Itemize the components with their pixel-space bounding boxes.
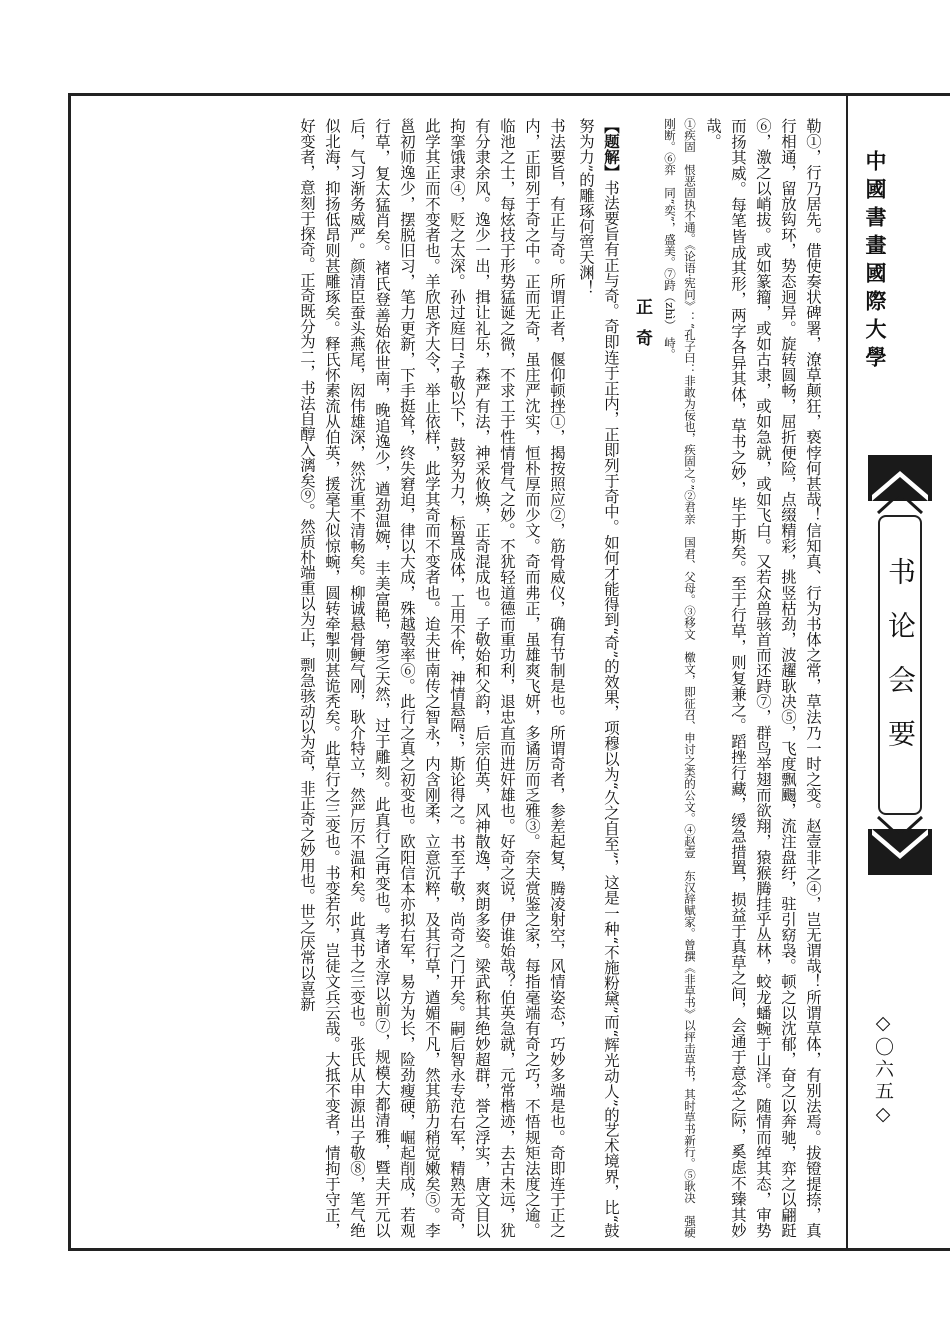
- body-text-area: [95, 118, 825, 1238]
- cartouche-top-ornament-icon: [868, 455, 932, 515]
- page-number: ◇〇六五◇: [872, 1012, 894, 1128]
- running-head: 中國書畫國際大學: [863, 150, 888, 374]
- book-title-cartouche: [868, 455, 932, 875]
- margin-rule: [846, 96, 848, 1248]
- main-paragraph: 书法要旨，有正与奇。所谓正者，偃仰顿挫①，揭按照应②，筋骨威仪，确有节制是也。所谓奇者，参差起复，腾凌射空，风情姿态，巧妙多端是也。奇即连于正之内，正即列于奇之中。正而无奇，虽庄严沈实，恒朴厚而少文。奇而弗正，虽雄爽飞妍，多谲厉而乏雅③。奈夫赏鉴之家，每指毫端有奇之巧，不悟规矩法度之逾。临池之士，每炫技于形势猛诞之微，不求工于性情骨气之妙。不犹轻道德而重功利，退忠直而进奸雄也。好奇之说，伊谁始哉？伯英急就，元常楷迹，去古未远，犹有分隶余风。逸少一出，揖让礼乐，森严有法，神采攸焕，正奇混成也。子敬始和父韵，后宗伯英，风神散逸，爽朗多姿。梁武称其绝妙超群，誉之浮实，唐文目以拘挛饿隶④，贬之太深。孙过庭曰“子敬以下，鼓努为力，标置成体，工用不侔，神情悬隔”，斯论得之。书至子敬，尚奇之门开矣。嗣后智永专范右军，精熟无奇，此学其正而不变者也。羊欣思齐大令，举止依样，此学其奇而不变者也。迨夫世南传之智永，内含刚柔，立意沉粹，及其行草，遒媚不凡，然其筋力稍觉嫩矣⑤。李邕初师逸少，摆脱旧习，笔力更新，下手挺耸，终失窘迫，律以大成，殊越彀率⑥。此行之真之初变也。欧阳信本亦拟右军，易方为长，险劲瘦硬，崛起削成，若观行草，复太猛肖矣。褚氏登善始依世南，晚追逸少，遒劲温婉，丰美富艳，第乏天然，过于雕刻。此真行之再变也。考诸永淳以前⑦，规模大都清雅，暨夫开元以后，气习渐务威严。颜清臣蚕头燕尾，闳伟雄深，然沈重不清畅矣。柳诚悬骨鲠气刚，耿介特立，然严厉不温和矣。此真书之三变也。张氏从申源出子敬⑧，笔气绝似北海，抑扬低昂则甚雕琢矣。释氏怀素流从伯英，援毫大似惊蜿，圆转牵掣则甚诡秃矣。此草行之三变也。书变若尔，岂徒文兵云哉。大抵不变者，情拘于守正，好变者，意刻于探奇。正奇既分为二，书法自醇入漓矣⑨。然质朴端重以为正，剽急骇动以为奇，非正奇之妙用也。世之厌常以喜新: [298, 118, 566, 1238]
- explanation-label: 【题解】: [602, 118, 620, 180]
- continued-paragraph: 勒①，行乃居先。借使奏状碑署，潦草颠狂，亵悖何甚哉！信知真、行为书体之常，草法乃一时之变。赵壹非之④，岂无谓哉！所谓草体，有别法焉。拔镫提捺，真行相通，留放钩环，势态迥异。旋转圆畅，屈折便险，点缀精彩，挑竖枯劲，波趯耿决⑤，飞度飘颺，流注盘纡，驻引窈袅。顿之以沈郁，奋之以奔驰，弈之以翩跹⑥，激之以峭拔。或如篆籀，或如古隶，或如急就，或如飞白。又若众兽骇首而还跱⑦，群鸟举翅而欲翔，猿猴腾挂乎丛林，蛟龙蟠蜿于山泽。随情而绰其态，审势而扬其威。每笔皆成其形，两字各异其体，草书之妙，毕于斯矣。至于行草，则复兼之。蹈挫行藏，缓急措置，损益于真草之间，会通于意念之际，奚虑不臻其妙哉。: [704, 118, 822, 1238]
- explanation: [573, 118, 623, 1238]
- book-title: 书论会要: [878, 515, 922, 815]
- section-title: 正奇: [632, 298, 652, 360]
- cartouche-bottom-ornament-icon: [868, 815, 932, 875]
- explanation-text: 书法要旨有正与奇。奇即连于正内，正即列于奇中。如何才能得到“奇”的效果，项穆以为“久之自至”，这是一种“不施粉黛”而“辉光动人”的艺术境界，比“鼓努为力”的雕琢何啻天渊！: [577, 118, 620, 1238]
- footnotes: ①疾固 恨恶固执不通。《论语·宪问》：“孔子曰：非敢为佞也，疾固之。”②君亲 国君、父母。③移文 檄文，即征召、申讨之类的公文。④赵壹 东汉辞赋家。曾撰《非草书》以抨击草书，其时草书新行。⑤耿决 强硬刚断。⑥弈 同“奕”，盛美。⑦跱（zhì） 峙。: [663, 118, 697, 1238]
